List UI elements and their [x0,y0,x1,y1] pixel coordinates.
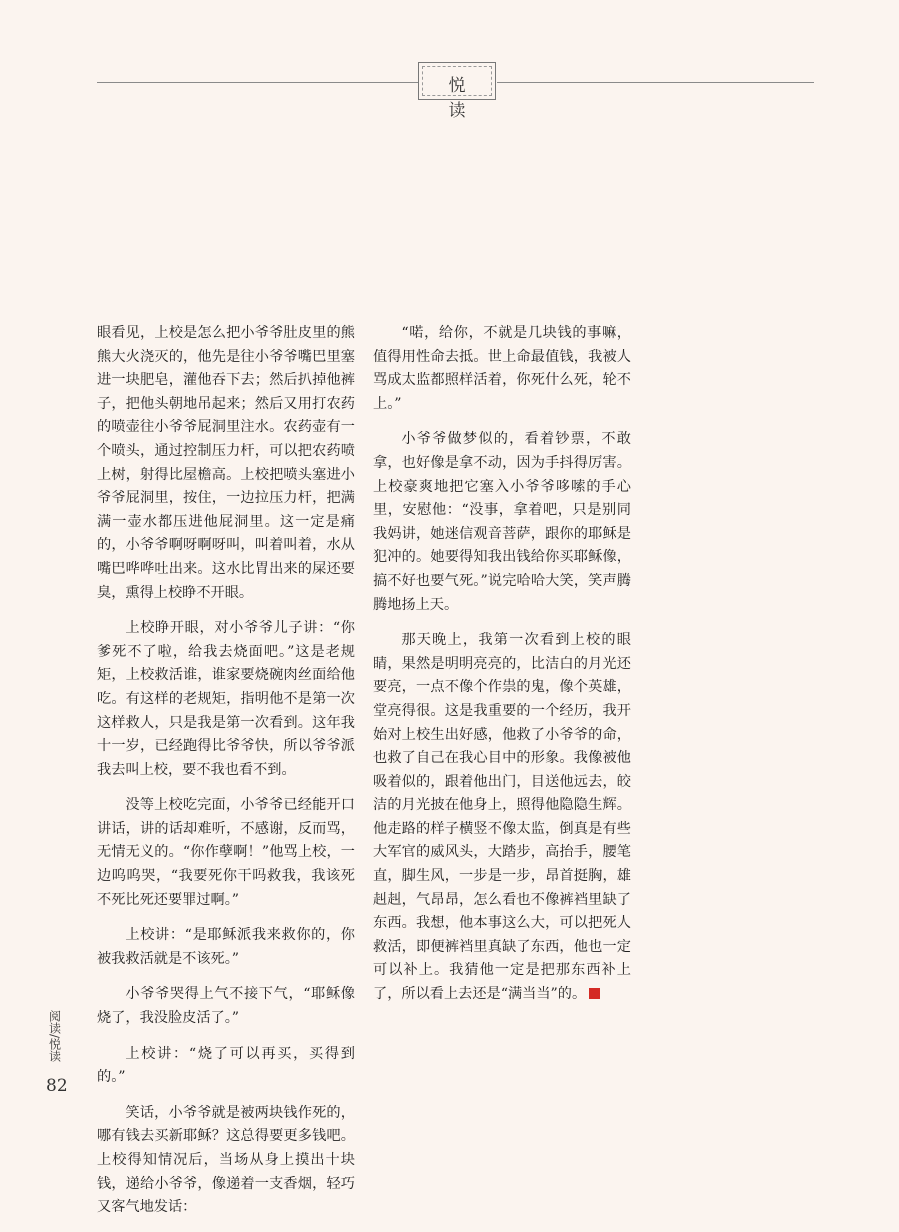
paragraph: 上校睁开眼，对小爷爷儿子讲：“你爹死不了啦，给我去烧面吧。”这是老规矩，上校救活谁，谁家要烧碗肉丝面给他吃。有这样的老规矩，指明他不是第一次这样救人，只是我是第一次看到。这年我十一岁，已经跑得比爷爷快，所以爷爷派我去叫上校，要不我也看不到。 [97,620,355,778]
article-column-left [97,322,355,1232]
header-rule-left [97,82,418,83]
end-mark-icon [589,988,600,999]
paragraph: 小爷爷哭得上气不接下气，“耶稣像烧了，我没脸皮活了。” [97,986,355,1027]
paragraph-text: 那天晚上，我第一次看到上校的眼睛，果然是明明亮亮的，比洁白的月光还要亮，一点不像个作祟的鬼，像个英雄，堂亮得很。这是我重要的一个经历，我开始对上校生出好感，他救了小爷爷的命，也救了自己在我心目中的形象。我像被他吸着似的，跟着他出门，目送他远去，皎洁的月光披在他身上，照得他隐隐生辉。他走路的样子横竖不像太监，倒真是有些大军官的威风头，大踏步，高抬手，腰笔直，脚生风，一步是一步，昂首挺胸，雄赳赳，气昂昂，怎么看也不像裤裆里缺了东西。我想，他本事这么大，可以把死人救活，即便裤裆里真缺了东西，他也一定可以补上。我猜他一定是把那东西补上了，所以看上去还是“满当当”的。 [373,632,631,1003]
page-number: 82 [46,1076,68,1096]
paragraph: 上校讲：“烧了可以再买，买得到的。” [97,1045,355,1086]
section-badge [418,62,496,121]
article-column-right [373,322,631,1019]
section-badge-text: 悦 读 [448,76,476,121]
section-sidebar-label [44,1010,64,1065]
paragraph: 眼看见，上校是怎么把小爷爷肚皮里的熊熊大火浇灭的，他先是往小爷爷嘴巴里塞进一块肥皂，灌他吞下去；然后扒掉他裤子，把他头朝地吊起来；然后又用打农药的喷壶往小爷爷屁洞里注水。农药壶有一个喷头，通过控制压力杆，可以把农药喷上树，射得比屋檐高。上校把喷头塞进小爷爷屁洞里，按住，一边拉压力杆，把满满一壶水都压进他屁洞里。这一定是痛的，小爷爷啊呀啊呀叫，叫着叫着，水从嘴巴哗哗吐出来。这水比胃出来的屎还要臭，熏得上校睁不开眼。 [97,325,355,601]
paragraph: 没等上校吃完面，小爷爷已经能开口讲话，讲的话却难听，不感谢，反而骂，无情无义的。“你作孽啊！”他骂上校，一边呜呜哭，“我要死你干吗救我，我该死不死比死还要罪过啊。” [97,797,355,908]
paragraph: 笑话，小爷爷就是被两块钱作死的，哪有钱去买新耶稣？这总得要更多钱吧。上校得知情况后，当场从身上摸出十块钱，递给小爷爷，像递着一支香烟，轻巧又客气地发话： [97,1104,355,1216]
paragraph: 小爷爷做梦似的，看着钞票，不敢拿，也好像是拿不动，因为手抖得厉害。上校豪爽地把它塞入小爷爷哆嗦的手心里，安慰他：“没事，拿着吧，只是别同我妈讲，她迷信观音菩萨，跟你的耶稣是犯冲的。她要得知我出钱给你买耶稣像，搞不好也要气死。”说完哈哈大笑，笑声腾腾地扬上天。 [373,431,631,613]
paragraph [373,629,631,1007]
paragraph: 上校讲：“是耶稣派我来救你的，你被我救活就是不该死。” [97,927,355,967]
header-rule-right [497,82,814,83]
sidebar-label-text: 阅读/悦读 [47,1010,62,1063]
paragraph: “喏，给你，不就是几块钱的事嘛，值得用性命去抵。世上命最值钱，我被人骂成太监都照样活着，你死什么死，轮不上。” [373,325,631,412]
